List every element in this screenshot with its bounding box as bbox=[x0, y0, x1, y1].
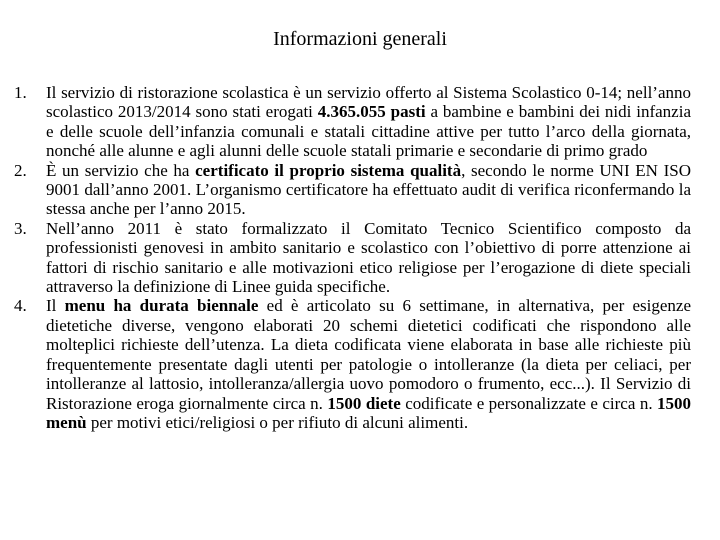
item-number: 1. bbox=[14, 83, 27, 102]
text-run: Il servizio di ristorazione scolastica è un servizio offerto al Sistema Scolastico 0-14; nell’anno scolastico 2013/2014 sono stati erogati bbox=[46, 83, 691, 122]
list-item-4 bbox=[0, 296, 720, 432]
bold-menu-duration: menu ha durata biennale bbox=[64, 296, 259, 316]
bold-menus-count: 1500 menù bbox=[46, 393, 692, 432]
bold-quality-certification: certificato il proprio sistema qualità bbox=[195, 160, 462, 180]
text-run: codificate e personalizzate e circa n. bbox=[400, 393, 658, 413]
item-text bbox=[46, 161, 691, 219]
text-run: È un servizio che ha bbox=[46, 160, 196, 180]
info-list bbox=[0, 83, 720, 432]
item-number: 3. bbox=[14, 218, 27, 238]
item-text bbox=[46, 83, 691, 161]
text-run: a bambine e bambini dei nidi infanzia e delle scuole dell’infanzia comunali e statali cittadine attive per tutto l’arco della giornata, nonché alle alunne e agli alunni delle scuole statali primarie e secondarie di primo grado bbox=[46, 102, 691, 161]
text-run: Nell’anno 2011 è stato formalizzato il Comitato Tecnico Scientifico composto da professionisti genovesi in ambito sanitario e scolastico con l’obiettivo di porre attenzione ai fattori di rischio sanitario e alle motivazioni etico religiose per l’erogazione di diete speciali attraverso la definizione di Linee guida specifiche. bbox=[46, 218, 691, 297]
page-title: Informazioni generali bbox=[273, 28, 447, 50]
list-item-1 bbox=[0, 83, 720, 161]
text-run: , secondo le norme UNI EN ISO 9001 dall’anno 2001. L’organismo certificatore ha effettuato audit di verifica riconfermando la stessa anche per l’anno 2015. bbox=[46, 160, 691, 219]
item-text bbox=[46, 296, 691, 432]
item-number: 4. bbox=[14, 296, 27, 316]
text-run: Il bbox=[46, 296, 65, 316]
bold-diets-count: 1500 diete bbox=[327, 393, 401, 413]
text-run: per motivi etici/religiosi o per rifiuto di alcuni alimenti. bbox=[86, 412, 469, 432]
list-item-3 bbox=[0, 219, 720, 297]
text-run: ed è articolato su 6 settimane, in alternativa, per esigenze dietetiche diverse, vengono elaborati 20 schemi dietetici codificati che rispondono alle molteplici richieste dell’utenza. La dieta codificata viene elaborata in base alle richieste più frequentemente presentate dagli utenti per patologie o intolleranze (la dieta per celiaci, per intolleranze al lattosio, intolleranza/allergia uovo pomodoro o frumento, ecc...). Il Servizio di Ristorazione eroga giornalmente circa n. bbox=[46, 296, 691, 413]
list-item-2 bbox=[0, 161, 720, 219]
bold-total-meals: 4.365.055 pasti bbox=[317, 102, 426, 122]
item-text bbox=[46, 219, 691, 297]
item-number: 2. bbox=[14, 160, 27, 180]
